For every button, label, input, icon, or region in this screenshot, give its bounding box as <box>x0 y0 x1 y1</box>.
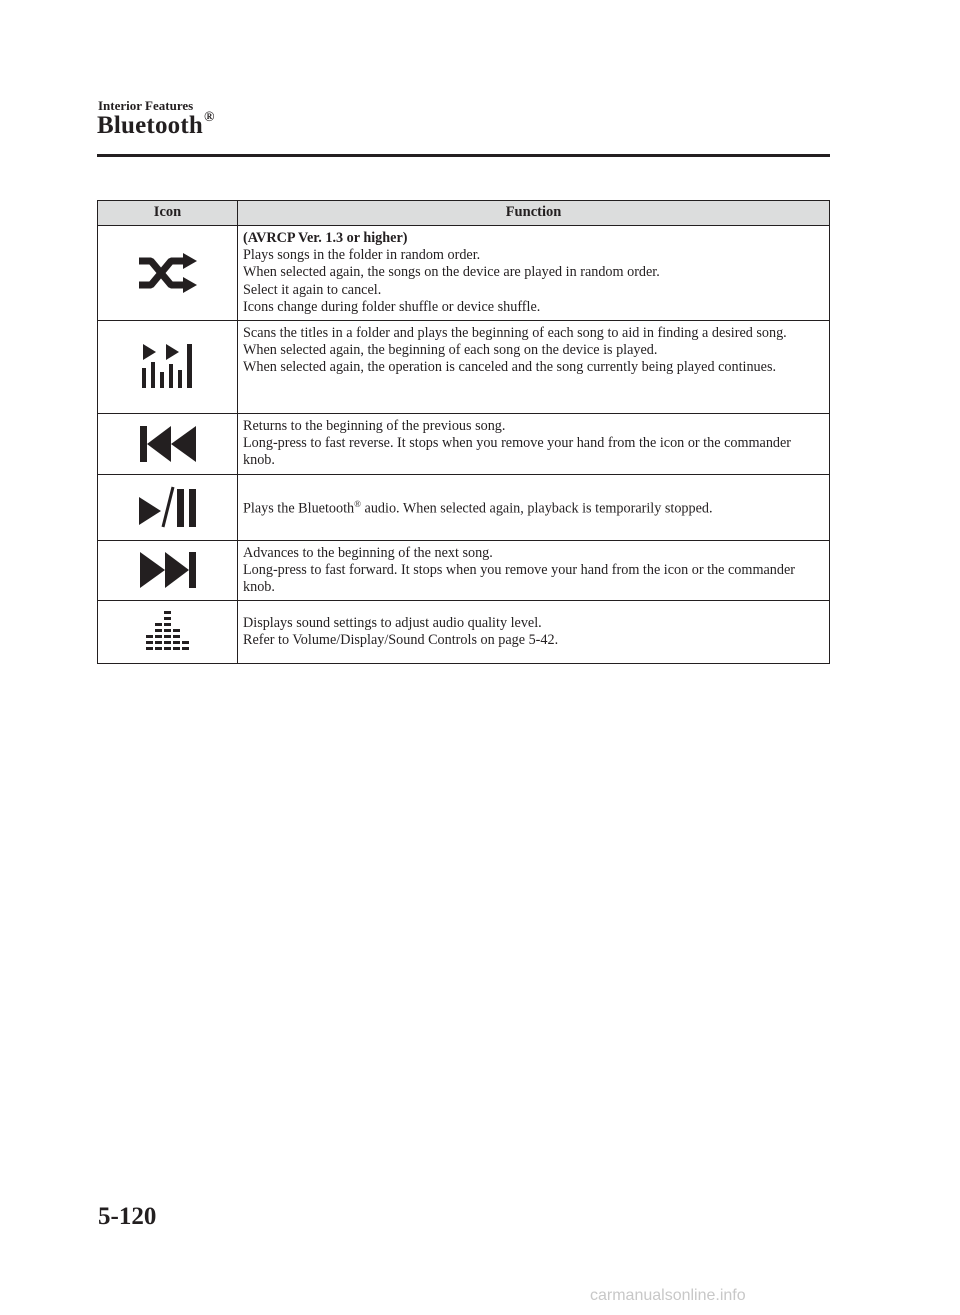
page-number: 5-120 <box>98 1203 157 1230</box>
shuffle-icon <box>137 253 199 293</box>
function-text: Plays the Bluetooth® audio. When selected again, playback is temporarily stopped. <box>238 474 830 540</box>
function-text: Scans the titles in a folder and plays the beginning of each song to aid in finding a desired song. When selected again, the beginning of each song on the device is played. When selected again, the operation is canceled and the song currently being played continues. <box>238 321 830 414</box>
function-text: (AVRCP Ver. 1.3 or higher) Plays songs in the folder in random order. When selected again, the songs on the device are played in random order. Select it again to cancel. Icons change during folder shuffle or device shuffle. <box>238 226 830 321</box>
equalizer-icon <box>144 611 192 653</box>
table-row <box>98 540 830 601</box>
function-text: Displays sound settings to adjust audio quality level. Refer to Volume/Display/Sound Controls on page 5-42. <box>238 601 830 664</box>
scan-icon <box>140 344 196 390</box>
watermark: carmanualsonline.info <box>590 1287 746 1304</box>
function-text: Returns to the beginning of the previous song. Long-press to fast reverse. It stops when you remove your hand from the icon or the commander knob. <box>238 414 830 475</box>
play-pause-icon <box>137 485 199 529</box>
table-header-row <box>98 201 830 226</box>
registered-mark: ® <box>203 110 215 125</box>
table-row <box>98 601 830 664</box>
column-header-function: Function <box>238 201 830 226</box>
title-rule <box>97 154 830 157</box>
table-row <box>98 321 830 414</box>
table-row <box>98 414 830 475</box>
table-row <box>98 474 830 540</box>
section-label: Interior Features <box>98 98 194 113</box>
function-table <box>97 200 830 664</box>
previous-track-icon <box>140 426 196 462</box>
column-header-icon: Icon <box>98 201 238 226</box>
page-title: Bluetooth® <box>97 110 215 139</box>
table-row <box>98 226 830 321</box>
next-track-icon <box>140 552 196 588</box>
function-text: Advances to the beginning of the next song. Long-press to fast forward. It stops when you remove your hand from the icon or the commander knob. <box>238 540 830 601</box>
